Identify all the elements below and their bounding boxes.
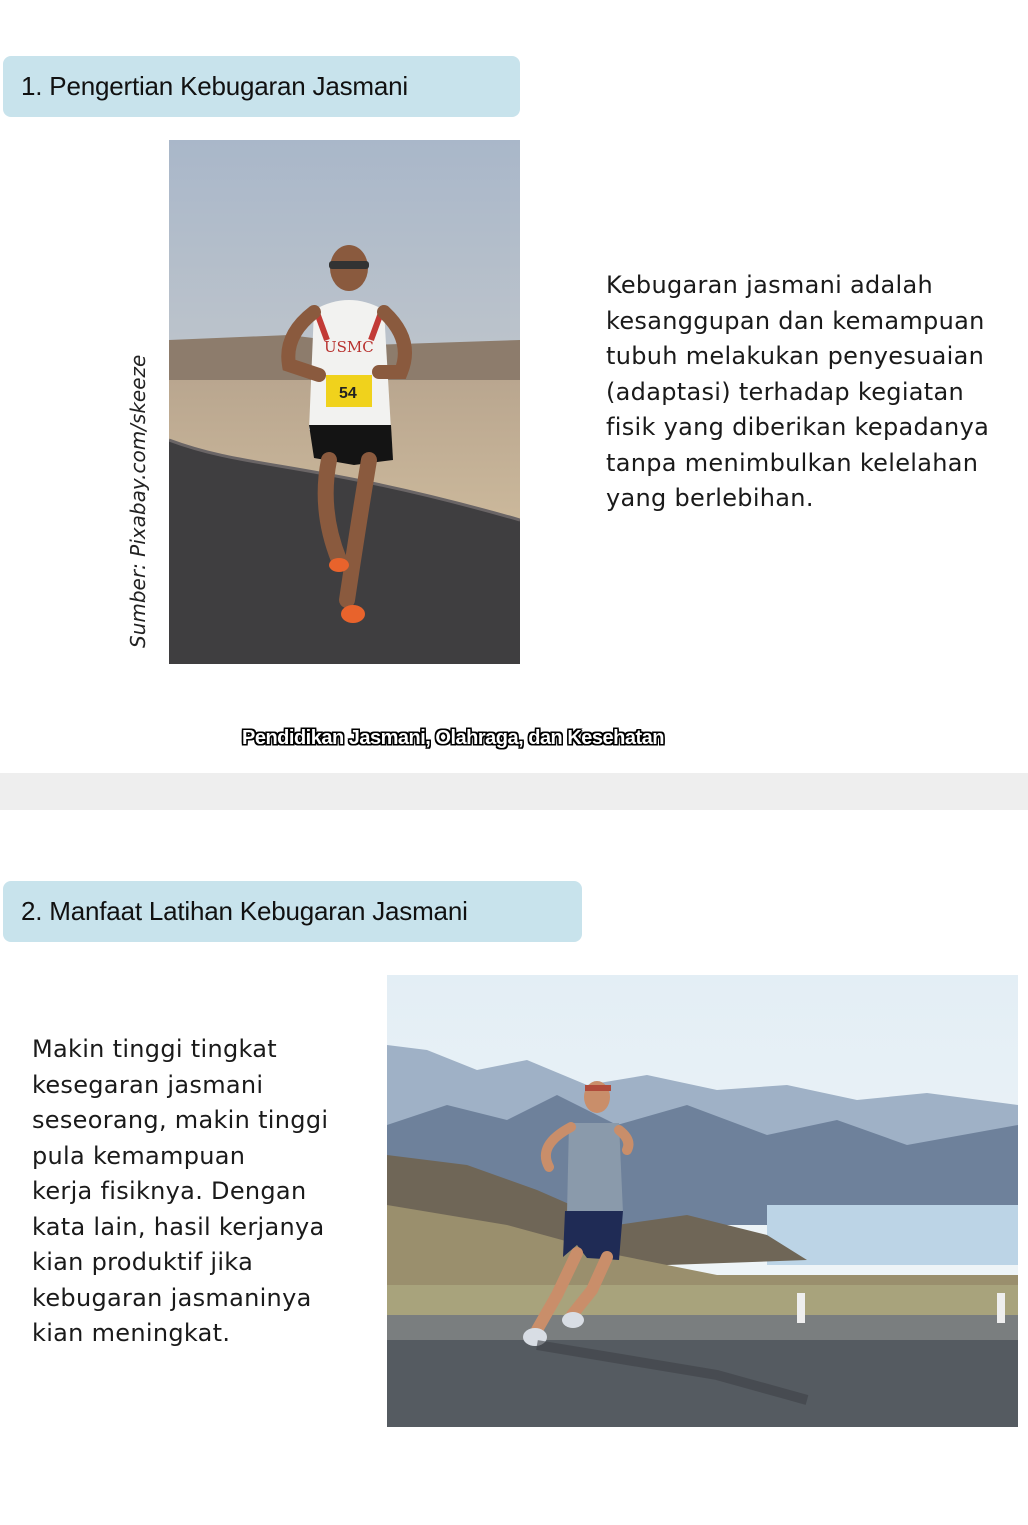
section-body-text: Makin tinggi tingkat kesegaran jasmani seseorang, makin tinggi pula kemampuan kerja fisiknya. Dengan kata lain, hasil kerjanya kian produktif jika kebugaran jasmaninya kian meningkat. — [32, 1035, 329, 1347]
runner-photo — [169, 140, 520, 664]
section-heading-box — [3, 56, 520, 117]
runner-illustration — [169, 140, 520, 664]
runner-shirt-text: USMC — [324, 338, 374, 356]
section-divider — [0, 773, 1028, 810]
section-heading: 1. Pengertian Kebugaran Jasmani — [21, 71, 408, 101]
book-footer-caption: Pendidikan Jasmani, Olahraga, dan Kesehatan — [242, 727, 664, 749]
section-heading: 2. Manfaat Latihan Kebugaran Jasmani — [21, 896, 468, 926]
section-manfaat — [0, 810, 1028, 1525]
runner-lake-illustration — [387, 975, 1018, 1427]
section-body-text: Kebugaran jasmani adalah kesanggupan dan kemampuan tubuh melakukan penyesuaian (adaptasi) terhadap kegiatan fisik yang diberikan kepadanya tanpa menimbulkan kelelahan yang berlebihan. — [606, 271, 990, 512]
section-heading-box — [3, 881, 582, 942]
photo-credit: Sumber: Pixabay.com/skeeze — [126, 354, 150, 648]
runner-bib-number: 54 — [339, 385, 357, 402]
runner-lake-photo — [387, 975, 1018, 1427]
